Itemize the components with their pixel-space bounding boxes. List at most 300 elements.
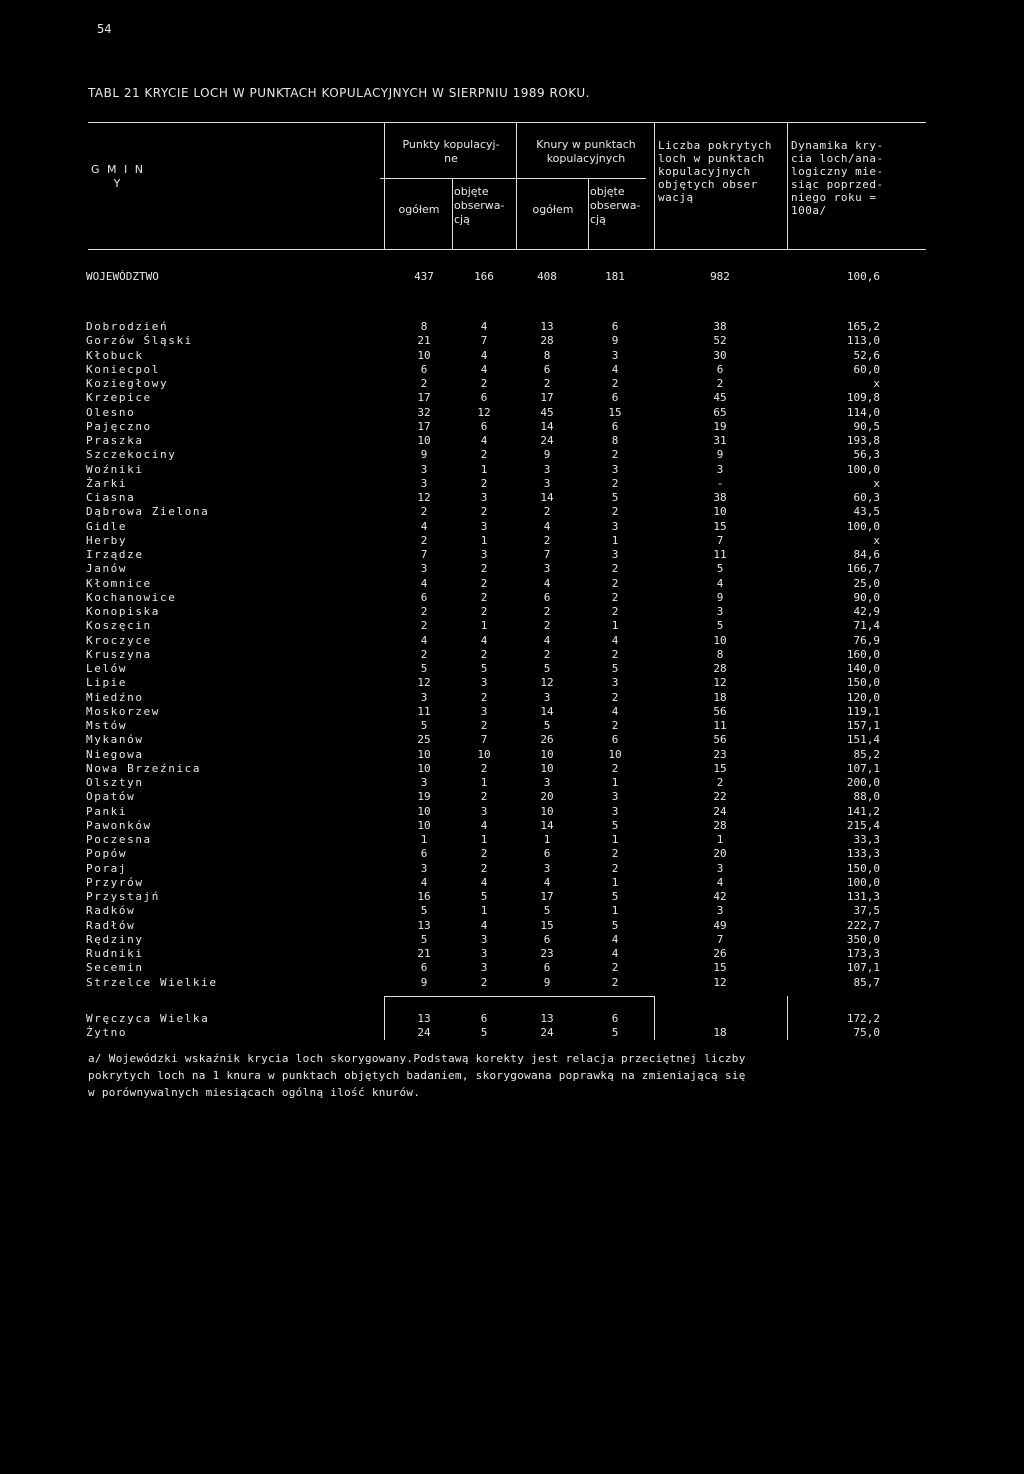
gmina-name: Koniecpol xyxy=(86,362,161,376)
cell-punkty-ogolem: 13 xyxy=(417,1012,431,1025)
cell-knury-ogolem: 24 xyxy=(540,434,554,447)
cell-knury-ogolem: 10 xyxy=(540,761,554,775)
gmina-name: Wręczyca Wielka xyxy=(86,1012,210,1025)
table-row xyxy=(0,976,1024,990)
table-row xyxy=(0,705,1024,719)
cell-punkty-ogolem: 6 xyxy=(420,362,428,376)
cell-punkty-ogolem: 2 xyxy=(420,505,428,519)
cell-knury-ogolem: 4 xyxy=(543,519,551,533)
cell-knury-ogolem: 5 xyxy=(543,719,551,732)
cell-punkty-objete: 6 xyxy=(480,419,488,433)
cell-punkty-objete: 2 xyxy=(480,505,488,519)
total-name: WOJEWÓDZTWO xyxy=(86,270,159,283)
table-row xyxy=(0,434,1024,448)
cell-knury-objete: 1 xyxy=(611,533,619,547)
cell-dynamika: 150,0 xyxy=(846,861,880,875)
cell-liczba: 65 xyxy=(713,405,727,419)
cell-liczba: 28 xyxy=(713,662,727,675)
table-row xyxy=(0,548,1024,562)
cell-liczba: 23 xyxy=(713,747,727,761)
cell-knury-objete: 1 xyxy=(611,776,619,789)
cell-knury-objete: 4 xyxy=(611,362,619,376)
cell-liczba: 2 xyxy=(716,776,724,789)
total-knury-ogolem: 408 xyxy=(537,270,557,283)
cell-dynamika: 100,0 xyxy=(846,519,880,533)
cell-dynamika: 165,2 xyxy=(846,320,880,333)
gmina-name: Pajęczno xyxy=(86,419,152,433)
cell-knury-objete: 6 xyxy=(611,419,619,433)
cell-knury-objete: 1 xyxy=(611,875,619,889)
cell-knury-ogolem: 6 xyxy=(543,932,551,946)
gmina-name: Irządze xyxy=(86,548,144,561)
cell-punkty-ogolem: 11 xyxy=(417,704,431,718)
table-row xyxy=(0,1012,1024,1026)
header-punkty: Punkty kopulacyj- ne xyxy=(402,138,500,165)
cell-punkty-ogolem: 12 xyxy=(417,676,431,690)
cell-liczba: 11 xyxy=(713,548,727,561)
cell-punkty-ogolem: 2 xyxy=(420,605,428,618)
cell-knury-ogolem: 3 xyxy=(543,476,551,490)
cell-knury-objete: 1 xyxy=(611,904,619,918)
gmina-name: Strzelce Wielkie xyxy=(86,975,218,989)
gmina-name: Dobrodzień xyxy=(86,320,169,333)
cell-knury-ogolem: 4 xyxy=(543,633,551,647)
cell-punkty-objete: 2 xyxy=(480,761,488,775)
table-row xyxy=(0,1026,1024,1040)
cell-dynamika: x xyxy=(873,533,880,547)
cell-knury-objete: 2 xyxy=(611,448,619,462)
total-liczba: 982 xyxy=(710,270,730,283)
cell-knury-objete: 2 xyxy=(611,377,619,390)
gmina-name: Przystajń xyxy=(86,890,161,903)
cell-punkty-ogolem: 4 xyxy=(420,519,428,533)
cell-knury-ogolem: 14 xyxy=(540,491,554,504)
cell-dynamika: 150,0 xyxy=(846,676,880,690)
cell-knury-ogolem: 20 xyxy=(540,790,554,804)
cell-punkty-objete: 4 xyxy=(480,362,488,376)
cell-knury-objete: 6 xyxy=(611,733,619,747)
cell-punkty-objete: 2 xyxy=(480,847,488,861)
cell-punkty-objete: 5 xyxy=(480,662,488,675)
gmina-name: Janów xyxy=(86,562,128,576)
total-dynamika: 100,6 xyxy=(846,270,880,283)
table-row xyxy=(0,719,1024,733)
table-row xyxy=(0,534,1024,548)
cell-knury-objete: 2 xyxy=(611,719,619,732)
cell-liczba: 10 xyxy=(713,505,727,519)
cell-dynamika: 114,0 xyxy=(846,405,880,419)
cell-punkty-objete: 1 xyxy=(480,462,488,476)
cell-liczba: 15 xyxy=(713,961,727,975)
cell-punkty-objete: 10 xyxy=(477,747,491,761)
cell-knury-objete: 9 xyxy=(611,334,619,348)
cell-punkty-ogolem: 5 xyxy=(420,719,428,732)
table-row xyxy=(0,833,1024,847)
gmina-name: Żarki xyxy=(86,476,128,490)
cell-liczba: 5 xyxy=(716,619,724,633)
cell-knury-ogolem: 23 xyxy=(540,947,554,960)
cell-liczba: 3 xyxy=(716,605,724,618)
cell-dynamika: 56,3 xyxy=(853,448,880,462)
gmina-name: Kroczyce xyxy=(86,633,152,647)
gmina-name: Poraj xyxy=(86,861,128,875)
cell-knury-objete: 5 xyxy=(611,890,619,903)
cell-knury-objete: 2 xyxy=(611,975,619,989)
cell-punkty-objete: 3 xyxy=(480,491,488,504)
cell-knury-objete: 3 xyxy=(611,348,619,362)
cell-punkty-objete: 2 xyxy=(480,590,488,604)
cell-punkty-objete: 1 xyxy=(480,533,488,547)
cell-dynamika: 85,2 xyxy=(853,747,880,761)
cell-knury-ogolem: 6 xyxy=(543,362,551,376)
cell-punkty-ogolem: 19 xyxy=(417,790,431,804)
gmina-name: Gidle xyxy=(86,519,128,533)
table-row xyxy=(0,790,1024,804)
cell-punkty-ogolem: 3 xyxy=(420,462,428,476)
cell-liczba: 28 xyxy=(713,818,727,832)
cell-dynamika: 133,3 xyxy=(846,847,880,861)
table-row xyxy=(0,805,1024,819)
cell-knury-objete: 2 xyxy=(611,647,619,661)
table-row xyxy=(0,733,1024,747)
gmina-name: Koszęcin xyxy=(86,619,152,633)
cell-punkty-objete: 7 xyxy=(480,334,488,348)
header-knury-ogolem: ogółem xyxy=(532,203,574,216)
cell-knury-ogolem: 6 xyxy=(543,961,551,975)
table-row xyxy=(0,862,1024,876)
table-row xyxy=(0,562,1024,576)
cell-punkty-ogolem: 5 xyxy=(420,662,428,675)
cell-punkty-ogolem: 24 xyxy=(417,1026,431,1039)
cell-dynamika: 173,3 xyxy=(846,947,880,960)
table-row xyxy=(0,320,1024,334)
gmina-name: Rędziny xyxy=(86,932,144,946)
cell-knury-ogolem: 6 xyxy=(543,847,551,861)
cell-punkty-ogolem: 6 xyxy=(420,847,428,861)
cell-liczba: 18 xyxy=(713,690,727,704)
cell-dynamika: 119,1 xyxy=(846,704,880,718)
table-row xyxy=(0,448,1024,462)
cell-punkty-objete: 4 xyxy=(480,348,488,362)
cell-liczba: 22 xyxy=(713,790,727,804)
cell-punkty-ogolem: 4 xyxy=(420,576,428,590)
gmina-name: Woźniki xyxy=(86,462,144,476)
cell-punkty-ogolem: 4 xyxy=(420,633,428,647)
header-knury-objete: objęte obserwa- cją xyxy=(590,185,641,226)
cell-punkty-objete: 4 xyxy=(480,818,488,832)
gmina-name: Secemin xyxy=(86,961,144,975)
cell-knury-ogolem: 8 xyxy=(543,348,551,362)
table-row xyxy=(0,819,1024,833)
cell-liczba: 38 xyxy=(713,491,727,504)
cell-liczba: 56 xyxy=(713,704,727,718)
cell-knury-objete: 2 xyxy=(611,505,619,519)
gmina-name: Szczekociny xyxy=(86,448,177,462)
cell-dynamika: 120,0 xyxy=(846,690,880,704)
cell-dynamika: 90,5 xyxy=(853,419,880,433)
cell-punkty-objete: 2 xyxy=(480,576,488,590)
cell-punkty-objete: 1 xyxy=(480,833,488,846)
gmina-name: Ciasna xyxy=(86,491,136,504)
cell-knury-objete: 2 xyxy=(611,562,619,576)
table-row xyxy=(0,505,1024,519)
table-row xyxy=(0,947,1024,961)
cell-knury-ogolem: 2 xyxy=(543,647,551,661)
cell-dynamika: 25,0 xyxy=(853,576,880,590)
cell-punkty-ogolem: 12 xyxy=(417,491,431,504)
header-knury: Knury w punktach kopulacyjnych xyxy=(536,138,636,165)
cell-punkty-ogolem: 21 xyxy=(417,947,431,960)
cell-knury-ogolem: 9 xyxy=(543,975,551,989)
cell-liczba: 19 xyxy=(713,419,727,433)
cell-dynamika: x xyxy=(873,377,880,390)
cell-punkty-objete: 3 xyxy=(480,519,488,533)
cell-liczba: 9 xyxy=(716,590,724,604)
cell-punkty-ogolem: 2 xyxy=(420,619,428,633)
table-row xyxy=(0,762,1024,776)
gmina-name: Kłomnice xyxy=(86,576,152,590)
header-liczba: Liczba pokrytych loch w punktach kopulacyjnych objętych obser wacją xyxy=(658,139,772,204)
cell-punkty-objete: 1 xyxy=(480,776,488,789)
cell-punkty-ogolem: 3 xyxy=(420,776,428,789)
cell-knury-ogolem: 17 xyxy=(540,391,554,405)
cell-punkty-ogolem: 10 xyxy=(417,804,431,818)
table-row xyxy=(0,491,1024,505)
cell-punkty-ogolem: 4 xyxy=(420,875,428,889)
table-row xyxy=(0,349,1024,363)
cell-dynamika: 60,0 xyxy=(853,362,880,376)
cell-liczba: 52 xyxy=(713,334,727,348)
table-row xyxy=(0,605,1024,619)
cell-punkty-ogolem: 9 xyxy=(420,975,428,989)
table-row xyxy=(0,634,1024,648)
cell-knury-ogolem: 15 xyxy=(540,918,554,932)
cell-punkty-ogolem: 10 xyxy=(417,434,431,447)
cell-knury-objete: 5 xyxy=(611,818,619,832)
table-row xyxy=(0,662,1024,676)
cell-punkty-ogolem: 9 xyxy=(420,448,428,462)
cell-dynamika: 113,0 xyxy=(846,334,880,348)
cell-knury-ogolem: 3 xyxy=(543,776,551,789)
cell-knury-ogolem: 45 xyxy=(540,405,554,419)
cell-knury-objete: 1 xyxy=(611,833,619,846)
gmina-name: Żytno xyxy=(86,1026,128,1039)
cell-punkty-ogolem: 3 xyxy=(420,476,428,490)
cell-knury-ogolem: 2 xyxy=(543,619,551,633)
cell-punkty-objete: 2 xyxy=(480,790,488,804)
table-row xyxy=(0,904,1024,918)
cell-punkty-objete: 4 xyxy=(480,320,488,333)
cell-knury-objete: 4 xyxy=(611,704,619,718)
gmina-name: Herby xyxy=(86,533,128,547)
gmina-name: Kłobuck xyxy=(86,348,144,362)
cell-liczba: 4 xyxy=(716,875,724,889)
gmina-name: Miedźno xyxy=(86,690,144,704)
cell-punkty-ogolem: 7 xyxy=(420,548,428,561)
cell-liczba: 15 xyxy=(713,761,727,775)
cell-punkty-ogolem: 21 xyxy=(417,334,431,348)
table-row xyxy=(0,676,1024,690)
table-row xyxy=(0,876,1024,890)
cell-knury-ogolem: 13 xyxy=(540,1012,554,1025)
cell-liczba: 7 xyxy=(716,533,724,547)
cell-dynamika: x xyxy=(873,476,880,490)
cell-knury-ogolem: 5 xyxy=(543,662,551,675)
gmina-name: Panki xyxy=(86,804,128,818)
cell-punkty-ogolem: 16 xyxy=(417,890,431,903)
cell-dynamika: 43,5 xyxy=(853,505,880,519)
cell-liczba: 45 xyxy=(713,391,727,405)
cell-punkty-objete: 3 xyxy=(480,947,488,960)
cell-knury-objete: 8 xyxy=(611,434,619,447)
footnote-line: a/ Wojewódzki wskaźnik krycia loch skorygowany.Podstawą korekty jest relacja przeciętnej liczby xyxy=(88,1052,746,1065)
cell-punkty-objete: 3 xyxy=(480,548,488,561)
cell-dynamika: 172,2 xyxy=(846,1012,880,1025)
cell-knury-objete: 5 xyxy=(611,918,619,932)
cell-knury-ogolem: 10 xyxy=(540,804,554,818)
table-row xyxy=(0,748,1024,762)
table-row xyxy=(0,377,1024,391)
table-row xyxy=(0,420,1024,434)
table-row xyxy=(0,691,1024,705)
cell-punkty-objete: 2 xyxy=(480,647,488,661)
cell-punkty-objete: 4 xyxy=(480,434,488,447)
cell-knury-ogolem: 7 xyxy=(543,548,551,561)
cell-punkty-ogolem: 25 xyxy=(417,733,431,747)
gmina-name: Gorzów Śląski xyxy=(86,334,193,348)
cell-liczba: 26 xyxy=(713,947,727,960)
cell-knury-ogolem: 12 xyxy=(540,676,554,690)
cell-knury-objete: 15 xyxy=(608,405,622,419)
cell-knury-objete: 5 xyxy=(611,491,619,504)
cell-punkty-objete: 6 xyxy=(480,391,488,405)
cell-punkty-objete: 6 xyxy=(480,1012,488,1025)
cell-dynamika: 76,9 xyxy=(853,633,880,647)
cell-punkty-objete: 3 xyxy=(480,676,488,690)
cell-punkty-ogolem: 6 xyxy=(420,590,428,604)
cell-knury-ogolem: 2 xyxy=(543,605,551,618)
cell-punkty-ogolem: 10 xyxy=(417,818,431,832)
cell-knury-ogolem: 13 xyxy=(540,320,554,333)
cell-dynamika: 215,4 xyxy=(846,818,880,832)
cell-punkty-ogolem: 10 xyxy=(417,761,431,775)
table-row xyxy=(0,919,1024,933)
cell-punkty-ogolem: 5 xyxy=(420,932,428,946)
cell-knury-ogolem: 17 xyxy=(540,890,554,903)
cell-dynamika: 222,7 xyxy=(846,918,880,932)
cell-liczba: 24 xyxy=(713,804,727,818)
cell-knury-ogolem: 3 xyxy=(543,562,551,576)
gmina-name: Lelów xyxy=(86,662,128,675)
total-row xyxy=(0,270,1024,284)
table-row xyxy=(0,577,1024,591)
cell-knury-objete: 3 xyxy=(611,548,619,561)
gmina-name: Koziegłowy xyxy=(86,377,169,390)
cell-liczba: 30 xyxy=(713,348,727,362)
cell-punkty-ogolem: 6 xyxy=(420,961,428,975)
cell-knury-ogolem: 14 xyxy=(540,704,554,718)
cell-punkty-objete: 2 xyxy=(480,861,488,875)
cell-punkty-ogolem: 2 xyxy=(420,533,428,547)
cell-liczba: - xyxy=(716,476,724,490)
cell-knury-objete: 5 xyxy=(611,662,619,675)
gmina-name: Dąbrowa Zielona xyxy=(86,505,210,519)
cell-knury-ogolem: 3 xyxy=(543,462,551,476)
cell-knury-ogolem: 14 xyxy=(540,818,554,832)
cell-liczba: 2 xyxy=(716,377,724,390)
cell-liczba: 38 xyxy=(713,320,727,333)
gmina-name: Nowa Brzeźnica xyxy=(86,761,202,775)
cell-knury-objete: 2 xyxy=(611,576,619,590)
cell-punkty-objete: 3 xyxy=(480,932,488,946)
gmina-name: Olesno xyxy=(86,405,136,419)
cell-knury-objete: 2 xyxy=(611,961,619,975)
cell-dynamika: 100,0 xyxy=(846,462,880,476)
table-row xyxy=(0,591,1024,605)
cell-liczba: 15 xyxy=(713,519,727,533)
cell-liczba: 49 xyxy=(713,918,727,932)
cell-liczba: 12 xyxy=(713,975,727,989)
gmina-name: Kruszyna xyxy=(86,647,152,661)
cell-liczba: 12 xyxy=(713,676,727,690)
table-row xyxy=(0,847,1024,861)
gmina-name: Przyrów xyxy=(86,875,144,889)
cell-punkty-ogolem: 10 xyxy=(417,747,431,761)
cell-dynamika: 75,0 xyxy=(853,1026,880,1039)
cell-punkty-objete: 2 xyxy=(480,719,488,732)
cell-punkty-objete: 2 xyxy=(480,562,488,576)
cell-punkty-objete: 5 xyxy=(480,1026,488,1039)
table-row xyxy=(0,648,1024,662)
gmina-name: Niegowa xyxy=(86,747,144,761)
cell-dynamika: 71,4 xyxy=(853,619,880,633)
cell-dynamika: 33,3 xyxy=(853,833,880,846)
cell-punkty-objete: 3 xyxy=(480,961,488,975)
cell-dynamika: 37,5 xyxy=(853,904,880,918)
gmina-name: Rudniki xyxy=(86,947,144,960)
header-punkty-ogolem: ogółem xyxy=(398,203,440,216)
cell-knury-ogolem: 14 xyxy=(540,419,554,433)
cell-punkty-ogolem: 17 xyxy=(417,391,431,405)
cell-dynamika: 88,0 xyxy=(853,790,880,804)
cell-dynamika: 60,3 xyxy=(853,491,880,504)
header-punkty-objete: objęte obserwa- cją xyxy=(454,185,505,226)
cell-punkty-objete: 3 xyxy=(480,804,488,818)
cell-dynamika: 157,1 xyxy=(846,719,880,732)
cell-knury-objete: 2 xyxy=(611,590,619,604)
cell-punkty-objete: 4 xyxy=(480,875,488,889)
cell-knury-ogolem: 4 xyxy=(543,875,551,889)
cell-liczba: 10 xyxy=(713,633,727,647)
cell-punkty-ogolem: 3 xyxy=(420,861,428,875)
gmina-name: Popów xyxy=(86,847,128,861)
total-punkty-objete: 166 xyxy=(474,270,494,283)
cell-liczba: 3 xyxy=(716,904,724,918)
gmina-name: Krzepice xyxy=(86,391,152,405)
cell-knury-objete: 3 xyxy=(611,462,619,476)
gmina-name: Olsztyn xyxy=(86,776,144,789)
gmina-name: Konopiska xyxy=(86,605,161,618)
total-knury-objete: 181 xyxy=(605,270,625,283)
cell-punkty-objete: 2 xyxy=(480,448,488,462)
cell-punkty-objete: 2 xyxy=(480,975,488,989)
cell-liczba: 3 xyxy=(716,861,724,875)
cell-knury-objete: 3 xyxy=(611,790,619,804)
gmina-name: Praszka xyxy=(86,434,144,447)
cell-punkty-objete: 4 xyxy=(480,918,488,932)
cell-dynamika: 151,4 xyxy=(846,733,880,747)
cell-punkty-ogolem: 17 xyxy=(417,419,431,433)
